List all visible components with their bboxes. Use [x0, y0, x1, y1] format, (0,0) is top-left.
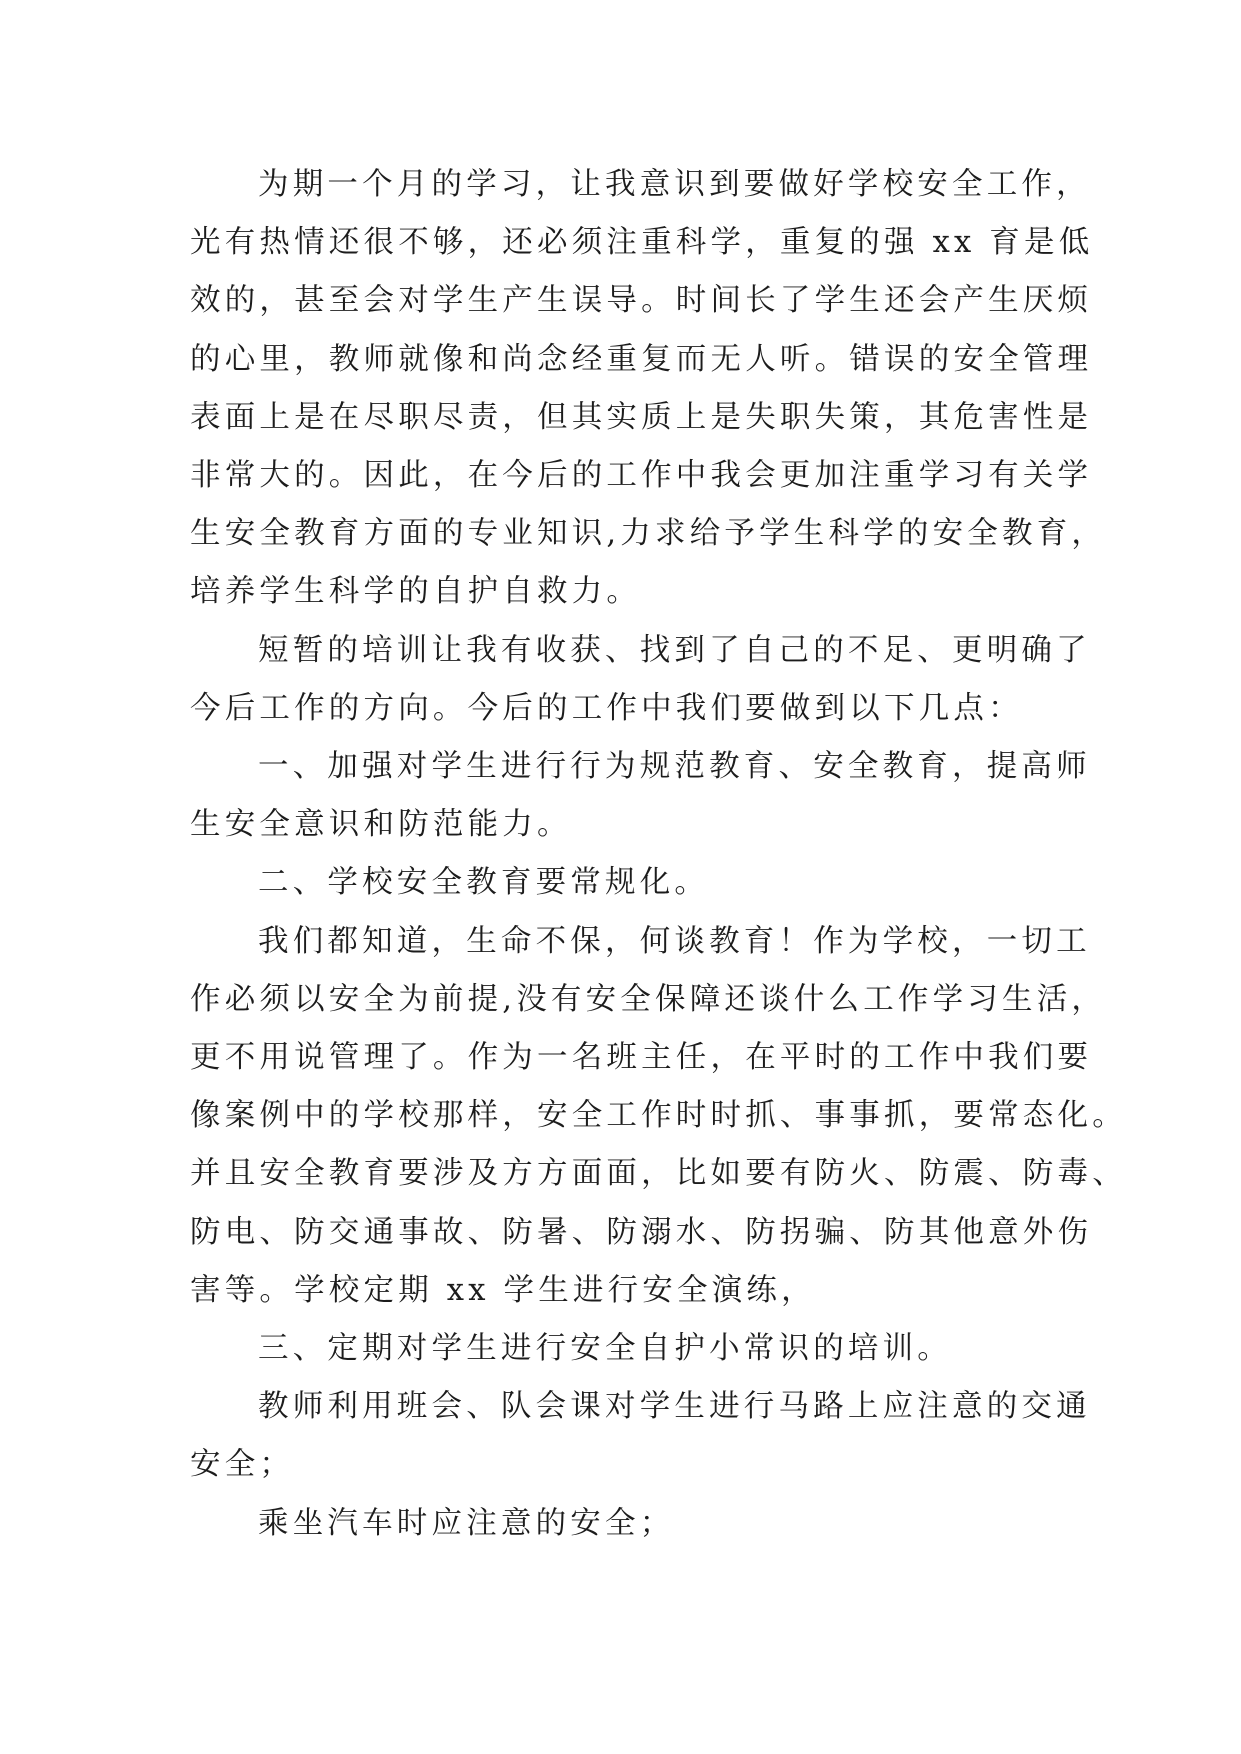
- text-line: 二、学校安全教育要常规化。: [258, 865, 710, 901]
- text-line: 光有热情还很不够，还必须注重科学，重复的强 xx 育是低: [190, 225, 1094, 261]
- text-line: 培养学生科学的自护自救力。: [190, 574, 642, 610]
- text-line: 为期一个月的学习，让我意识到要做好学校安全工作，: [258, 167, 1091, 202]
- paragraph-3: [190, 738, 1091, 854]
- paragraph-1: [190, 156, 1107, 622]
- text-line: 短暂的培训让我有收获、找到了自己的不足、更明确了: [258, 632, 1091, 668]
- text-line: 作必须以安全为前提,没有安全保障还谈什么工作学习生活，: [190, 981, 1107, 1017]
- text-line: 像案例中的学校那样，安全工作时时抓、事事抓，要常态化。: [190, 1098, 1127, 1134]
- text-line: 防电、防交通事故、防暑、防溺水、防拐骗、防其他意外伤: [190, 1214, 1093, 1250]
- text-line: 三、定期对学生进行安全自护小常识的培训。: [258, 1331, 952, 1367]
- text-line: 更不用说管理了。作为一名班主任，在平时的工作中我们要: [190, 1040, 1093, 1076]
- document-body: [190, 156, 1127, 1553]
- paragraph-7: [190, 1378, 1091, 1494]
- text-line: 我们都知道，生命不保，何谈教育！作为学校，一切工: [258, 923, 1091, 959]
- paragraph-2: [190, 622, 1091, 738]
- text-line: 安全；: [190, 1447, 295, 1483]
- text-line: 效的，甚至会对学生产生误导。时间长了学生还会产生厌烦: [190, 283, 1093, 319]
- text-line: 生安全意识和防范能力。: [190, 807, 572, 843]
- text-line: 害等。学校定期 xx 学生进行安全演练，: [190, 1272, 816, 1308]
- paragraph-8: [190, 1495, 1060, 1553]
- text-line: 非常大的。因此，在今后的工作中我会更加注重学习有关学: [190, 458, 1093, 494]
- text-line: 乘坐汽车时应注意的安全；: [258, 1505, 675, 1541]
- paragraph-5: [190, 913, 1127, 1320]
- paragraph-4: [190, 854, 1060, 912]
- text-line: 表面上是在尽职尽责，但其实质上是失职失策，其危害性是: [190, 399, 1093, 435]
- text-line: 并且安全教育要涉及方方面面，比如要有防火、防震、防毒、: [190, 1156, 1127, 1192]
- text-line: 教师利用班会、队会课对学生进行马路上应注意的交通: [258, 1389, 1091, 1425]
- text-line: 的心里，教师就像和尚念经重复而无人听。错误的安全管理: [190, 341, 1093, 377]
- text-line: 一、加强对学生进行行为规范教育、安全教育，提高师: [258, 749, 1091, 785]
- paragraph-6: [190, 1320, 1060, 1378]
- text-line: 生安全教育方面的专业知识,力求给予学生科学的安全教育，: [190, 516, 1107, 552]
- text-line: 今后工作的方向。今后的工作中我们要做到以下几点：: [190, 690, 1023, 726]
